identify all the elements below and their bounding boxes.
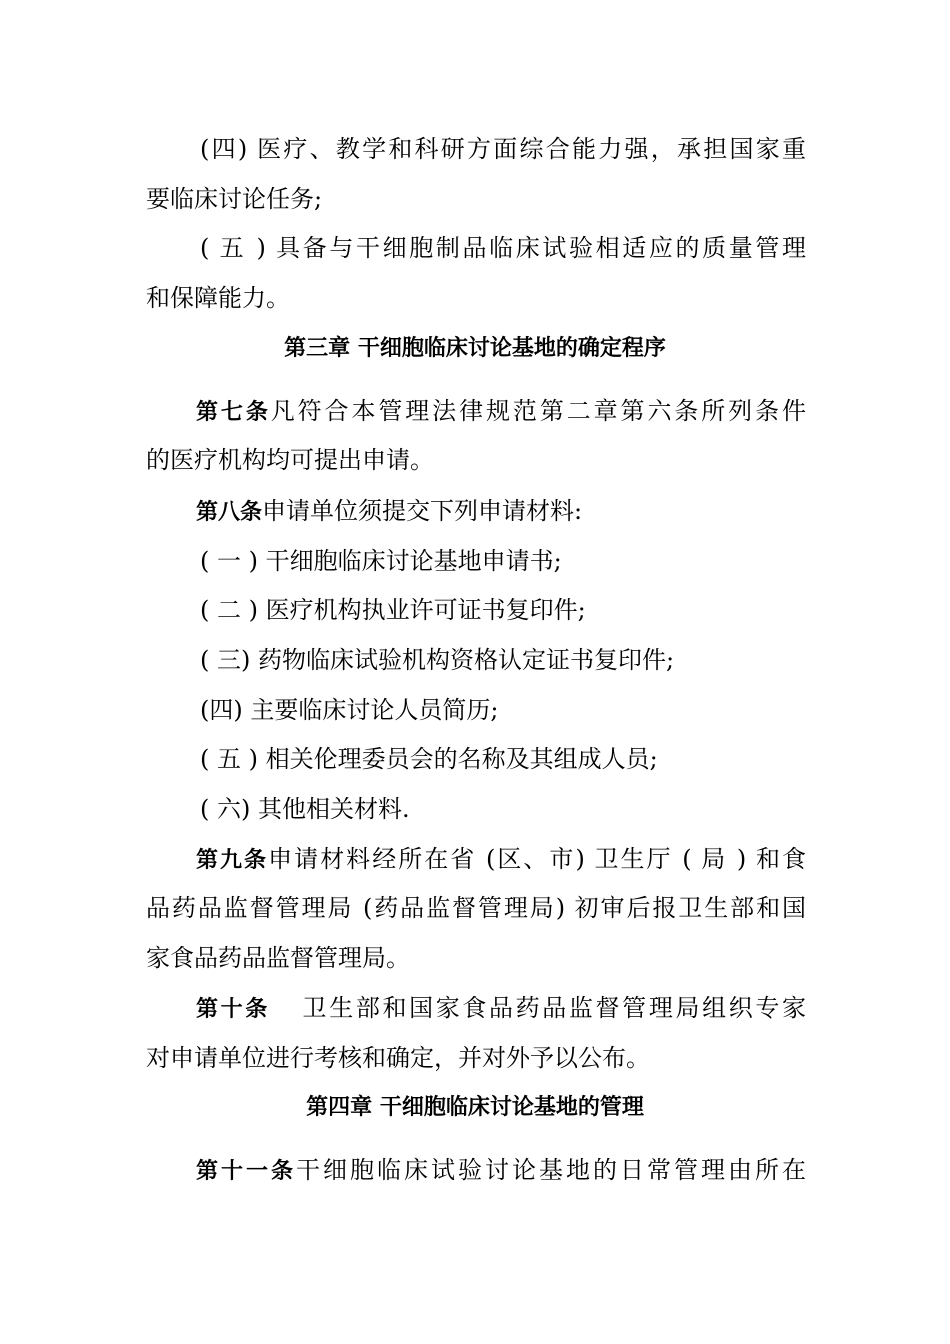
item4-line2: 要临床讨论任务; xyxy=(146,185,323,213)
article8-item-5: ( 五 ) 相关伦理委员会的名称及其组成人员; xyxy=(200,745,658,773)
article7-line1 xyxy=(196,395,806,429)
item5-line1: ( 五 ) 具备与干细胞制品临床试验相适应的质量管理 xyxy=(200,234,806,262)
chapter3-title: 第三章 干细胞临床讨论基地的确定程序 xyxy=(284,336,666,361)
article8-text: 申请单位须提交下列申请材料: xyxy=(262,497,583,525)
article8-item-1: ( 一 ) 干细胞临床讨论基地申请书; xyxy=(200,547,562,575)
article11-number: 第十一条 xyxy=(196,1159,296,1184)
article10-number: 第十条 xyxy=(196,997,270,1022)
chapter4-title: 第四章 干细胞临床讨论基地的管理 xyxy=(306,1095,644,1120)
article9-text: 申请材料经所在省 (区、市) 卫生厅 ( 局 ) 和食 xyxy=(268,845,806,873)
article7-line2: 的医疗机构均可提出申请。 xyxy=(146,446,434,474)
item4-line1: (四) 医疗、教学和科研方面综合能力强，承担国家重 xyxy=(200,135,806,163)
article10-line1 xyxy=(196,992,806,1026)
article7-text: 凡符合本管理法律规范第二章第六条所列条件 xyxy=(270,397,806,425)
article9-line1 xyxy=(196,843,806,877)
article8-item-3: ( 三) 药物临床试验机构资格认定证书复印件; xyxy=(200,646,675,674)
article11-text: 干细胞临床试验讨论基地的日常管理由所在 xyxy=(296,1156,806,1184)
article8-item-4: (四) 主要临床讨论人员简历; xyxy=(200,696,499,724)
article10-line2: 对申请单位进行考核和确定，并对外予以公布。 xyxy=(146,1044,650,1072)
article10-text: 卫生部和国家食品药品监督管理局组织专家 xyxy=(299,994,806,1022)
article11-line1 xyxy=(196,1154,806,1188)
article8-item-2: ( 二 ) 医疗机构执业许可证书复印件; xyxy=(200,596,586,624)
item5-line2: 和保障能力。 xyxy=(146,284,290,312)
article9-line2: 品药品监督管理局 (药品监督管理局) 初审后报卫生部和国 xyxy=(146,894,806,922)
article9-line3: 家食品药品监督管理局。 xyxy=(146,944,410,972)
article8-item-6: ( 六) 其他相关材料. xyxy=(200,795,410,823)
article7-number: 第七条 xyxy=(196,400,271,425)
article8-line xyxy=(196,495,806,529)
article8-number: 第八条 xyxy=(196,500,263,525)
article9-number: 第九条 xyxy=(196,848,269,873)
